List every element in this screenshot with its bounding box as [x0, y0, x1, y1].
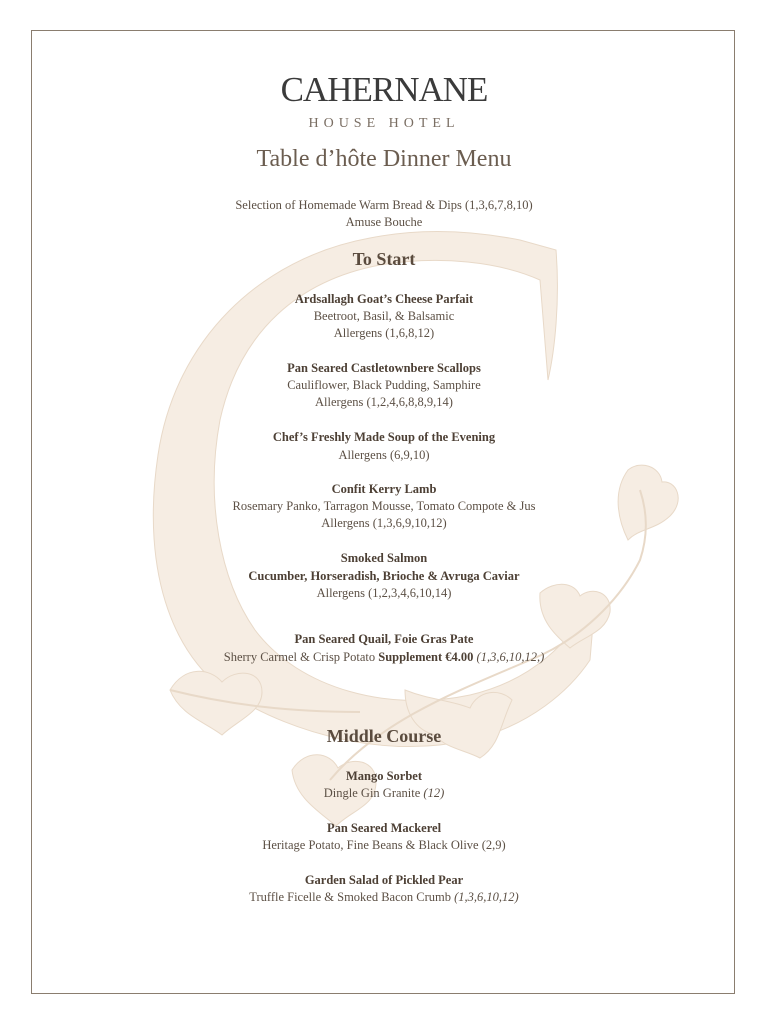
- dish-description: Cauliflower, Black Pudding, Samphire: [287, 378, 481, 392]
- dish-name: Chef’s Freshly Made Soup of the Evening: [272, 430, 496, 444]
- dish-allergens: Allergens (1,2,4,6,8,8,9,14): [315, 395, 453, 409]
- dish-detail-line: [0, 785, 768, 802]
- dish-name: Pan Seared Castletownbere Scallops: [287, 361, 481, 375]
- bread-line: Selection of Homemade Warm Bread & Dips (1,3,6,7,8,10): [235, 198, 533, 212]
- dish-allergens: (12): [423, 786, 445, 800]
- brand-name: CAHERNANE: [280, 70, 488, 109]
- dish-allergens: Allergens (1,3,6,9,10,12): [321, 516, 447, 530]
- dish-allergens: Allergens (6,9,10): [338, 448, 430, 462]
- section-heading-middle-course: Middle Course: [326, 726, 442, 746]
- dish-detail-line: [0, 889, 768, 906]
- dish-description: Cucumber, Horseradish, Brioche & Avruga Caviar: [248, 569, 520, 583]
- dish-name: Ardsallagh Goat’s Cheese Parfait: [294, 292, 474, 306]
- dish-name: Pan Seared Quail, Foie Gras Pate: [294, 632, 474, 646]
- dish-name: Pan Seared Mackerel: [326, 821, 442, 835]
- dish-supplement: Supplement €4.00: [378, 650, 474, 664]
- dish-description: Beetroot, Basil, & Balsamic: [313, 309, 455, 323]
- dish-allergens: Allergens (1,2,3,4,6,10,14): [316, 586, 452, 600]
- menu-title: Table d’hôte Dinner Menu: [256, 146, 512, 172]
- dish-detail-line: [0, 649, 768, 666]
- dish-name: Smoked Salmon: [340, 551, 428, 565]
- brand-subtitle: HOUSE HOTEL: [308, 116, 460, 131]
- dish-description: Dingle Gin Granite: [323, 786, 421, 800]
- dish-description: Truffle Ficelle & Smoked Bacon Crumb: [249, 890, 452, 904]
- dish-allergens: (1,3,6,10,12): [454, 890, 519, 904]
- dish-name: Mango Sorbet: [345, 769, 423, 783]
- amuse-line: Amuse Bouche: [345, 215, 423, 229]
- dish-name: Confit Kerry Lamb: [331, 482, 437, 496]
- dish-description: Rosemary Panko, Tarragon Mousse, Tomato Compote & Jus: [232, 499, 536, 513]
- section-heading-to-start: To Start: [352, 249, 416, 269]
- dish-allergens: Allergens (1,6,8,12): [333, 326, 435, 340]
- dish-allergens: (1,3,6,10,12,): [476, 650, 545, 664]
- dish-name: Garden Salad of Pickled Pear: [304, 873, 464, 887]
- dish-description: Sherry Carmel & Crisp Potato: [223, 650, 376, 664]
- dish-description: Heritage Potato, Fine Beans & Black Olive (2,9): [262, 838, 506, 852]
